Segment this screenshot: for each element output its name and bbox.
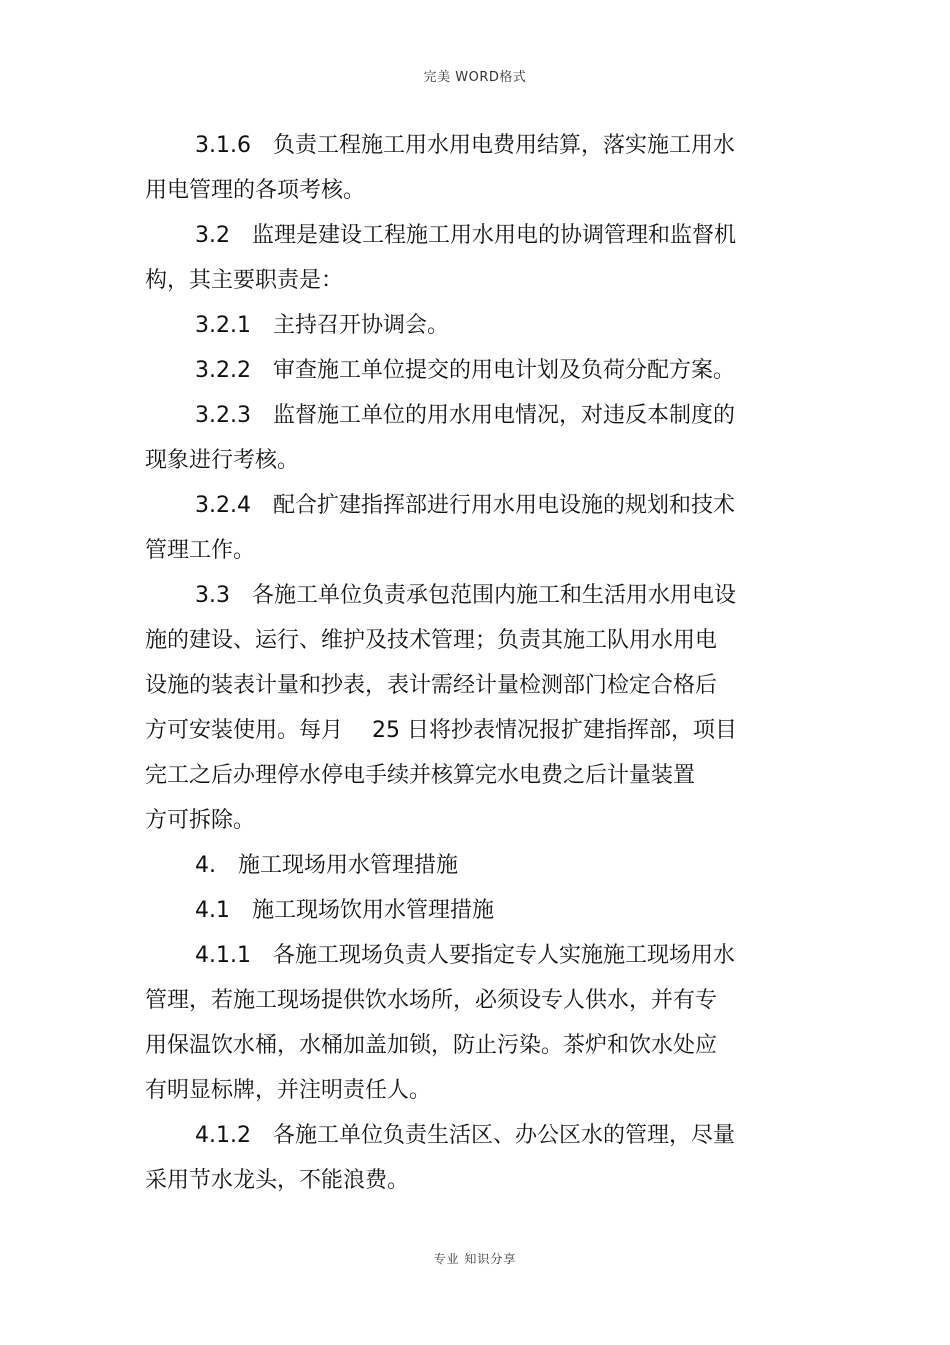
page-header: 完美 WORD格式 [423, 70, 527, 85]
section-3-3-cont-1: 施的建设、运行、维护及技术管理；负责其施工队用水用电 [145, 628, 718, 653]
section-3-2-3-cont: 现象进行考核。 [145, 448, 300, 473]
section-3-2: 3.2 监理是建设工程施工用水用电的协调管理和监督机 [195, 223, 736, 248]
section-3-3-cont-5: 方可拆除。 [145, 808, 256, 833]
section-3-3-cont-3: 方可安装使用。每月 25 日将抄表情况报扩建指挥部，项目 [145, 718, 737, 743]
section-3-2-2: 3.2.2 审查施工单位提交的用电计划及负荷分配方案。 [195, 358, 735, 383]
section-3-2-4: 3.2.4 配合扩建指挥部进行用水用电设施的规划和技术 [195, 493, 735, 518]
section-3-2-4-cont: 管理工作。 [145, 538, 256, 563]
section-4-1-1-cont-1: 管理，若施工现场提供饮水场所，必须设专人供水，并有专 [145, 988, 718, 1013]
section-4-heading: 4. 施工现场用水管理措施 [195, 853, 458, 878]
section-3-3-cont-2: 设施的装表计量和抄表，表计需经计量检测部门检定合格后 [145, 673, 718, 698]
section-3-3-cont-4: 完工之后办理停水停电手续并核算完水电费之后计量装置 [145, 763, 696, 788]
section-3-3: 3.3 各施工单位负责承包范围内施工和生活用水用电设 [195, 583, 736, 608]
section-4-1-2-cont: 采用节水龙头，不能浪费。 [145, 1168, 410, 1193]
section-3-1-6-cont: 用电管理的各项考核。 [145, 178, 366, 203]
section-3-2-3: 3.2.3 监督施工单位的用水用电情况，对违反本制度的 [195, 403, 735, 428]
section-4-1-2: 4.1.2 各施工单位负责生活区、办公区水的管理，尽量 [195, 1123, 735, 1148]
section-4-1-1-cont-3: 有明显标牌，并注明责任人。 [145, 1078, 432, 1103]
section-3-2-1: 3.2.1 主持召开协调会。 [195, 313, 449, 338]
section-4-1-heading: 4.1 施工现场饮用水管理措施 [195, 898, 494, 923]
section-3-1-6: 3.1.6 负责工程施工用水用电费用结算，落实施工用水 [195, 133, 735, 158]
section-4-1-1: 4.1.1 各施工现场负责人要指定专人实施施工现场用水 [195, 943, 735, 968]
section-4-1-1-cont-2: 用保温饮水桶，水桶加盖加锁，防止污染。茶炉和饮水处应 [145, 1033, 718, 1058]
section-3-2-cont: 构，其主要职责是： [145, 268, 344, 293]
page-footer: 专业 知识分享 [433, 1252, 517, 1266]
